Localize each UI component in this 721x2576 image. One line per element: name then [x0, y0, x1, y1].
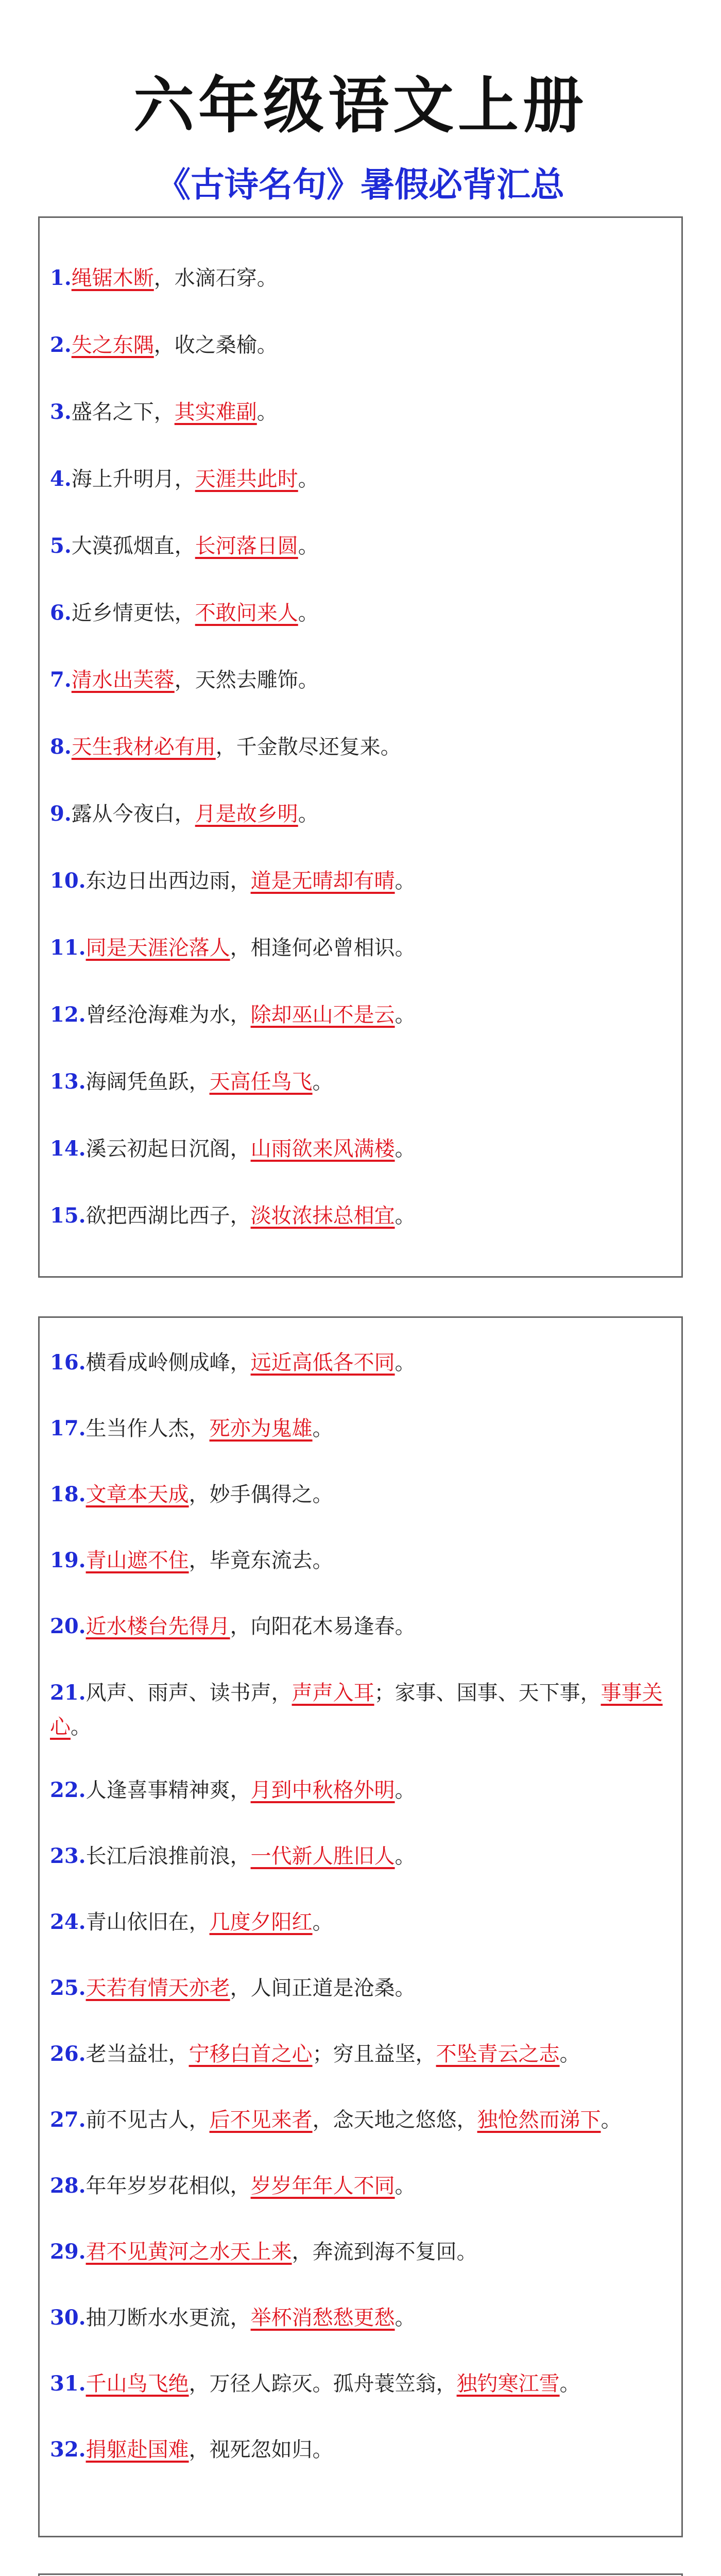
- item-number: 15.: [50, 1204, 86, 1228]
- poem-item: [50, 1412, 671, 1445]
- item-number: 25.: [50, 1976, 86, 2000]
- item-number: 3.: [50, 400, 72, 424]
- poem-item: [50, 998, 671, 1031]
- answer-text: 月到中秋格外明: [250, 1778, 395, 1802]
- poem-item: [50, 2170, 671, 2202]
- item-number: 29.: [50, 2240, 86, 2264]
- poem-item: [50, 931, 671, 964]
- prompt-text: 人逢喜事精神爽，: [85, 1778, 251, 1802]
- item-number: 18.: [50, 1482, 86, 1506]
- item-number: 13.: [50, 1070, 86, 1094]
- prompt-text: 。: [394, 1778, 416, 1802]
- poem-item: [50, 2301, 671, 2334]
- answer-text: 青山遮不住: [85, 1549, 189, 1572]
- prompt-text: ，收之桑榆。: [153, 333, 278, 357]
- poem-item: [50, 329, 671, 362]
- answer-text: 不敢问来人: [195, 601, 298, 625]
- prompt-text: 海阔凭鱼跃，: [85, 1070, 210, 1094]
- item-number: 19.: [50, 1548, 86, 1572]
- prompt-text: 长江后浪推前浪，: [85, 1844, 251, 1868]
- prompt-text: ，念天地之悠悠，: [312, 2108, 477, 2132]
- poem-item: [50, 597, 671, 630]
- prompt-text: 。: [394, 1351, 416, 1375]
- prompt-text: 青山依旧在，: [85, 1910, 210, 1934]
- item-number: 10.: [50, 869, 86, 893]
- answer-text: 近水楼台先得月: [85, 1615, 230, 1638]
- prompt-text: ，视死忽如归。: [188, 2438, 333, 2462]
- poem-item: [50, 262, 671, 295]
- answer-text: 一代新人胜旧人: [250, 1844, 395, 1868]
- item-number: 27.: [50, 2108, 86, 2132]
- poem-item: [50, 396, 671, 429]
- prompt-text: 抽刀断水水更流，: [85, 2306, 251, 2330]
- item-number: 31.: [50, 2371, 86, 2396]
- poem-item: [50, 1774, 671, 1807]
- item-number: 26.: [50, 2042, 86, 2066]
- item-number: 30.: [50, 2306, 86, 2330]
- answer-text: 长河落日圆: [195, 534, 298, 558]
- prompt-text: ，人间正道是沧桑。: [230, 1976, 416, 2000]
- answer-text: 清水出芙蓉: [71, 668, 175, 692]
- item-number: 9.: [50, 802, 72, 826]
- poem-item: [50, 731, 671, 764]
- answer-text: 举杯消愁愁更愁: [250, 2306, 395, 2330]
- poem-item: [50, 2367, 671, 2400]
- poem-item: [50, 2104, 671, 2137]
- answer-text: 同是天涯沦落人: [85, 936, 230, 960]
- prompt-text: 。: [256, 400, 278, 424]
- prompt-text: 海上升明月，: [71, 467, 195, 491]
- item-number: 5.: [50, 534, 72, 558]
- item-number: 1.: [50, 266, 72, 290]
- prompt-text: ，千金散尽还复来。: [215, 735, 401, 759]
- item-number: 2.: [50, 333, 72, 357]
- prompt-text: ，万径人踪灭。孤舟蓑笠翁，: [188, 2372, 457, 2396]
- prompt-text: ；穷且益坚，: [312, 2042, 436, 2066]
- prompt-text: 。: [71, 1715, 91, 1739]
- poem-item: [50, 1132, 671, 1165]
- answer-text: 君不见黄河之水天上来: [85, 2240, 292, 2264]
- prompt-text: 。: [312, 1070, 333, 1094]
- answer-text: 声声入耳: [291, 1681, 374, 1705]
- answer-text: 宁移白首之心: [188, 2042, 313, 2066]
- poem-item: [50, 798, 671, 831]
- poem-item: [50, 1199, 671, 1232]
- prompt-text: 。: [559, 2042, 580, 2066]
- item-number: 24.: [50, 1910, 86, 1934]
- item-number: 20.: [50, 1614, 86, 1638]
- answer-text: 独怆然而涕下: [477, 2108, 601, 2132]
- poem-item: [50, 664, 671, 697]
- answer-text: 事事关心: [50, 1681, 663, 1739]
- prompt-text: 横看成岭侧成峰，: [85, 1351, 251, 1375]
- item-number: 14.: [50, 1137, 86, 1161]
- prompt-text: 曾经沧海难为水，: [85, 1003, 251, 1027]
- answer-text: 除却巫山不是云: [250, 1003, 395, 1027]
- prompt-text: 。: [394, 1003, 416, 1027]
- answer-text: 失之东隅: [71, 333, 154, 357]
- poem-item: [50, 1972, 671, 2005]
- prompt-text: ，妙手偶得之。: [188, 1483, 333, 1506]
- answer-text: 死亦为鬼雄: [209, 1417, 313, 1440]
- prompt-text: ；家事、国事、天下事，: [374, 1681, 601, 1705]
- poem-item: [50, 2038, 671, 2071]
- prompt-text: 露从今夜白，: [71, 802, 195, 826]
- poem-item: [50, 1478, 671, 1511]
- item-number: 22.: [50, 1778, 86, 1802]
- answer-text: 远近高低各不同: [250, 1351, 395, 1375]
- answer-text: 几度夕阳红: [209, 1910, 313, 1934]
- prompt-text: 年年岁岁花相似，: [85, 2174, 251, 2198]
- prompt-text: 。: [600, 2108, 622, 2132]
- prompt-text: 。: [312, 1910, 333, 1934]
- poem-item: [50, 1840, 671, 1873]
- prompt-text: 溪云初起日沉阁，: [85, 1137, 251, 1161]
- page-subtitle: 《古诗名句》暑假必背汇总: [157, 164, 564, 205]
- item-number: 17.: [50, 1416, 86, 1440]
- prompt-text: ，奔流到海不复回。: [291, 2240, 477, 2264]
- item-number: 23.: [50, 1844, 86, 1868]
- poem-item: [50, 1676, 671, 1744]
- poem-item: [50, 1906, 671, 1939]
- prompt-text: 。: [312, 1417, 333, 1440]
- prompt-text: 近乡情更怯，: [71, 601, 195, 625]
- answer-text: 绳锯木断: [71, 266, 154, 290]
- poem-item: [50, 2235, 671, 2268]
- prompt-text: 。: [559, 2372, 580, 2396]
- prompt-text: 大漠孤烟直，: [71, 534, 195, 558]
- prompt-text: 东边日出西边雨，: [85, 869, 251, 893]
- poem-item: [50, 865, 671, 897]
- poem-item: [50, 1544, 671, 1577]
- prompt-text: 。: [298, 534, 319, 558]
- answer-text: 天涯共此时: [195, 467, 298, 491]
- answer-text: 道是无晴却有晴: [250, 869, 395, 893]
- prompt-text: 。: [394, 1137, 416, 1161]
- prompt-text: 。: [394, 2306, 416, 2330]
- prompt-text: 老当益壮，: [85, 2042, 189, 2066]
- prompt-text: ，向阳花木易逢春。: [230, 1615, 416, 1638]
- item-number: 16.: [50, 1350, 86, 1375]
- poem-panel-1: [38, 216, 683, 1278]
- prompt-text: 。: [298, 802, 319, 826]
- prompt-text: 。: [298, 601, 319, 625]
- prompt-text: ，毕竟东流去。: [188, 1549, 333, 1572]
- prompt-text: 盛名之下，: [71, 400, 175, 424]
- item-number: 11.: [50, 936, 86, 960]
- answer-text: 捐躯赴国难: [85, 2438, 189, 2462]
- item-number: 28.: [50, 2174, 86, 2198]
- poem-item: [50, 1610, 671, 1643]
- answer-text: 其实难副: [174, 400, 257, 424]
- item-number: 12.: [50, 1003, 86, 1027]
- answer-text: 千山鸟飞绝: [85, 2372, 189, 2396]
- item-number: 6.: [50, 601, 72, 625]
- prompt-text: ，相逢何必曾相识。: [230, 936, 416, 960]
- item-number: 4.: [50, 467, 72, 491]
- poem-item: [50, 463, 671, 496]
- prompt-text: 。: [394, 1844, 416, 1868]
- answer-text: 天若有情天亦老: [85, 1976, 230, 2000]
- answer-text: 天生我材必有用: [71, 735, 216, 759]
- answer-text: 天高任鸟飞: [209, 1070, 313, 1094]
- prompt-text: 风声、雨声、读书声，: [85, 1681, 292, 1705]
- answer-text: 岁岁年年人不同: [250, 2174, 395, 2198]
- item-number: 32.: [50, 2437, 86, 2462]
- prompt-text: 。: [298, 467, 319, 491]
- page-title: 六年级语文上册: [133, 70, 588, 141]
- prompt-text: 。: [394, 869, 416, 893]
- prompt-text: 欲把西湖比西子，: [85, 1204, 251, 1228]
- poem-item: [50, 2433, 671, 2466]
- prompt-text: 前不见古人，: [85, 2108, 210, 2132]
- prompt-text: ，天然去雕饰。: [174, 668, 319, 692]
- answer-text: 月是故乡明: [195, 802, 298, 826]
- poem-item: [50, 530, 671, 563]
- answer-text: 后不见来者: [209, 2108, 313, 2132]
- poem-item: [50, 1346, 671, 1379]
- answer-text: 淡妆浓抹总相宜: [250, 1204, 395, 1228]
- prompt-text: 。: [394, 1204, 416, 1228]
- answer-text: 山雨欲来风满楼: [250, 1137, 395, 1161]
- poem-panel-3: [38, 2573, 683, 2576]
- item-number: 21.: [50, 1681, 86, 1705]
- item-number: 8.: [50, 735, 72, 759]
- poem-panel-2: [38, 1316, 683, 2537]
- answer-text: 不坠青云之志: [436, 2042, 560, 2066]
- item-number: 7.: [50, 668, 72, 692]
- prompt-text: 生当作人杰，: [85, 1417, 210, 1440]
- answer-text: 文章本天成: [85, 1483, 189, 1506]
- prompt-text: 。: [394, 2174, 416, 2198]
- poem-item: [50, 1065, 671, 1098]
- prompt-text: ，水滴石穿。: [153, 266, 278, 290]
- answer-text: 独钓寒江雪: [456, 2372, 560, 2396]
